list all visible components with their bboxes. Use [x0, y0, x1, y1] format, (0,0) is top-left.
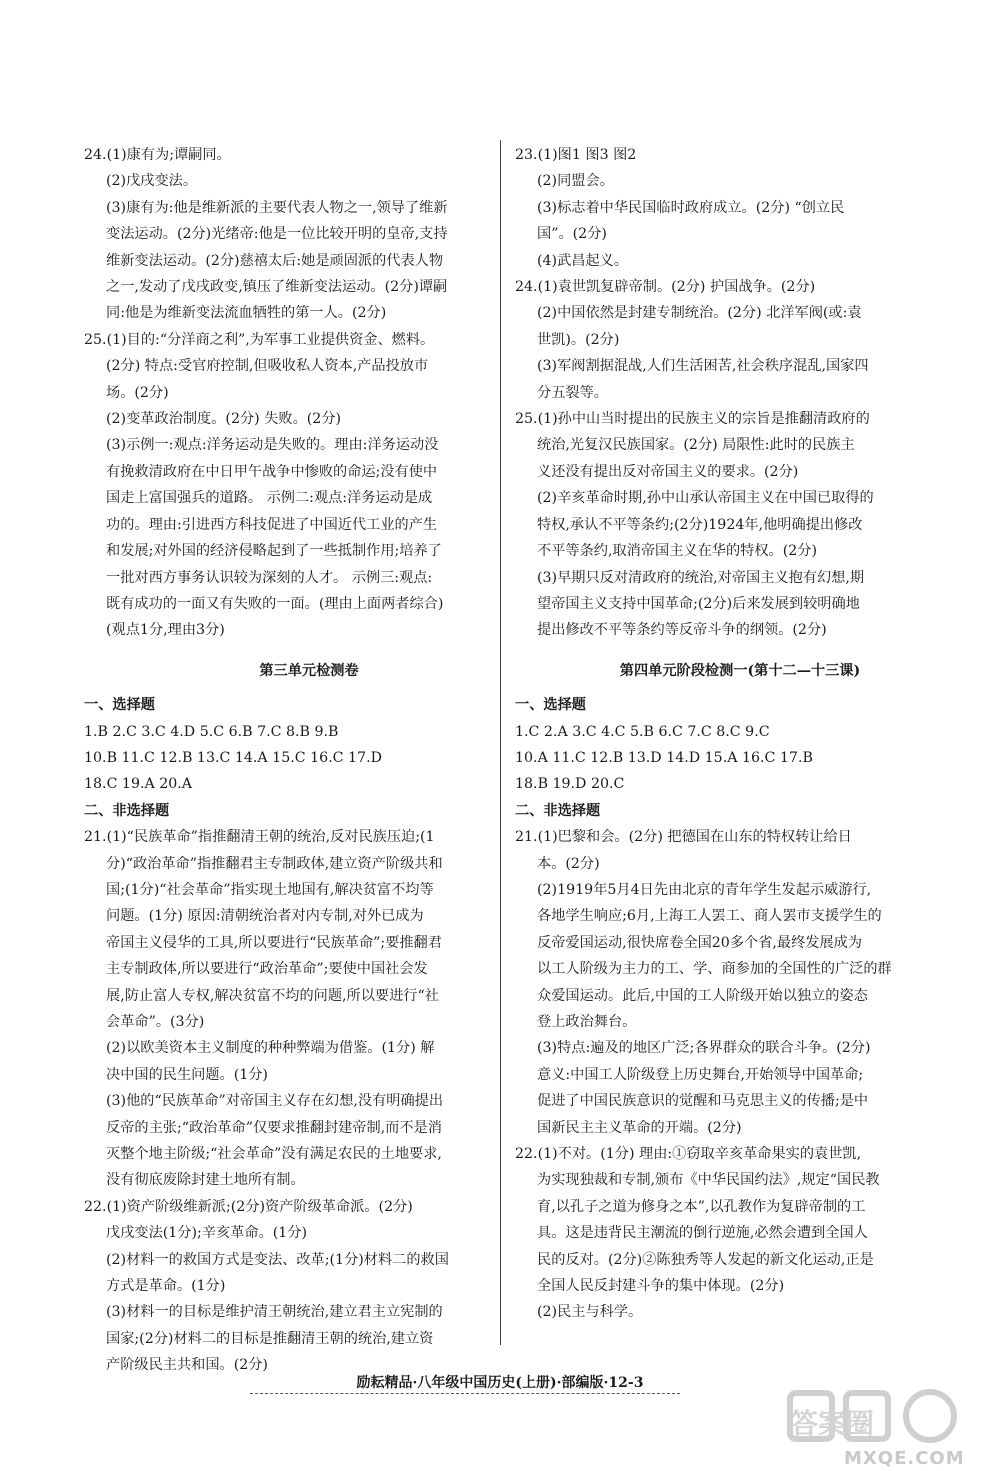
question-line: 25.(1)目的:“分洋商之利”,为军事工业提供资金、燃料。 — [84, 331, 435, 348]
answer-line: (2)中国依然是封建专制统治。(2分) 北洋军阀(或:袁 — [537, 305, 862, 322]
answer-line: 灭整个地主阶级;“社会革命”没有满足农民的土地要求, — [106, 1146, 442, 1163]
answer-line: (3)军阀割据混战,人们生活困苦,社会秩序混乱,国家四 — [537, 358, 869, 375]
answer-line: (2)变革政治制度。(2分) 失败。(2分) — [106, 411, 342, 428]
answer-line: 戊戌变法(1分);辛亥革命。(1分) — [106, 1225, 308, 1242]
question-line: 25.(1)孙中山当时提出的民族主义的宗旨是推翻清政府的 — [515, 411, 870, 428]
subsection-heading: 二、非选择题 — [84, 802, 170, 819]
answer-line: 方式是革命。(1分) — [106, 1278, 226, 1295]
answer-line: (2)以欧美资本主义制度的种种弊端为借鉴。(1分) 解 — [106, 1040, 435, 1057]
page-footer: 励耘精品·八年级中国历史(上册)·部编版·12-3 — [356, 1375, 644, 1391]
answer-line: (2分) 特点:受官府控制,但吸收私人资本,产品投放市 — [106, 358, 429, 375]
answer-line: 变法运动。(2分)光绪帝:他是一位比较开明的皇帝,支持 — [106, 226, 448, 243]
answer-line: 维新变法运动。(2分)慈禧太后:她是顽固派的代表人物 — [106, 252, 444, 269]
answer-line: 登上政治舞台。 — [537, 1014, 637, 1030]
answer-line: 促进了中国民族意识的觉醒和马克思主义的传播;是中 — [537, 1093, 869, 1110]
answer-line: 决中国的民生问题。(1分) — [106, 1066, 268, 1083]
answer-line: (3)特点:遍及的地区广泛;各界群众的联合斗争。(2分) — [537, 1040, 871, 1057]
answer-line: (2)民主与科学。 — [537, 1304, 643, 1321]
question-line: 24.(1)康有为;谭嗣同。 — [84, 147, 231, 163]
answer-line: (2)1919年5月4日先由北京的青年学生发起示威游行, — [537, 881, 872, 898]
question-line: 18.B 19.D 20.C — [515, 776, 625, 793]
subsection-heading: 一、选择题 — [84, 697, 155, 714]
answer-line: (3)标志着中华民国临时政府成立。(2分) “创立民 — [537, 199, 845, 216]
answer-line: (2)材料一的救国方式是变法、改革;(1分)材料二的救国 — [106, 1251, 449, 1268]
answer-line: 国新民主主义革命的开端。(2分) — [537, 1119, 742, 1136]
answer-line: 特权,承认不平等条约;(2分)1924年,他明确提出修改 — [537, 516, 863, 533]
answer-line: 育,以孔子之道为修身之本”,以孔教作为复辟帝制的工 — [537, 1198, 866, 1215]
answer-line: (2)辛亥革命时期,孙中山承认帝国主义在中国已取得的 — [537, 490, 874, 507]
answer-line: 问题。(1分) 原因:清朝统治者对内专制,对外已成为 — [106, 908, 424, 925]
answer-line: 没有彻底废除封建土地所有制。 — [106, 1172, 305, 1189]
answer-line: (4)武昌起义。 — [537, 252, 629, 269]
question-line: 18.C 19.A 20.A — [84, 776, 193, 793]
answer-line: (2)同盟会。 — [537, 173, 614, 190]
answer-line: 统治,光复汉民族国家。(2分) 局限性:此时的民族主 — [537, 437, 855, 454]
answer-line: 分五裂等。 — [537, 384, 608, 401]
answer-line: 会革命”。(3分) — [106, 1014, 205, 1030]
answer-line: 场。(2分) — [106, 384, 169, 401]
answer-line: 具。这是违背民主潮流的倒行逆施,必然会遭到全国人 — [537, 1225, 868, 1242]
left-column — [84, 142, 554, 1379]
answer-line: 产阶级民主共和国。(2分) — [106, 1357, 268, 1374]
answer-line: (3)材料一的目标是维护清王朝统治,建立君主立宪制的 — [106, 1304, 443, 1321]
answer-line: (3)他的“民族革命”对帝国主义存在幻想,没有明确提出 — [106, 1093, 444, 1110]
answer-line: (3)康有为:他是维新派的主要代表人物之一,领导了维新 — [106, 199, 448, 216]
answer-line: 众爱国运动。此后,中国的工人阶级开始以独立的姿态 — [537, 987, 868, 1004]
answer-line: 既有成功的一面又有失败的一面。(理由上面两者综合) — [106, 595, 444, 612]
footer-rule — [250, 1393, 680, 1394]
question-line: 21.(1)巴黎和会。(2分) 把德国在山东的特权转让给日 — [515, 829, 852, 846]
answer-line: 国;(1分)“社会革命”指实现土地国有,解决贫富不均等 — [106, 881, 434, 898]
section-heading: 第三单元检测卷 — [259, 662, 359, 679]
answer-line: 帝国主义侵华的工具,所以要进行“民族革命”;要推翻君 — [106, 934, 442, 951]
answer-line: (3)早期只反对清政府的统治,对帝国主义抱有幻想,期 — [537, 569, 865, 586]
question-line: 1.C 2.A 3.C 4.C 5.B 6.C 7.C 8.C 9.C — [515, 723, 770, 740]
answer-line: 国家;(2分)材料二的目标是推翻清王朝的统治,建立资 — [106, 1330, 434, 1347]
answer-line: 本。(2分) — [537, 855, 600, 872]
answer-line: 国”。(2分) — [537, 226, 607, 243]
answer-line: 展,防止富人专权,解决贫富不均的问题,所以要进行“社 — [106, 987, 439, 1004]
answer-line: 之一,发动了戊戌政变,镇压了维新变法运动。(2分)谭嗣 — [106, 279, 448, 296]
subsection-heading: 二、非选择题 — [515, 802, 601, 819]
question-line: 1.B 2.C 3.C 4.D 5.C 6.B 7.C 8.B 9.B — [84, 723, 339, 740]
answer-line: 主专制政体,所以要进行“政治革命”;要使中国社会发 — [106, 961, 428, 978]
answer-line: 意义:中国工人阶级登上历史舞台,开始领导中国革命; — [537, 1066, 864, 1083]
answer-line: 反帝的主张;“政治革命”仅要求推翻封建帝制,而不是消 — [106, 1119, 442, 1136]
answer-line: 各地学生响应;6月,上海工人罢工、商人罢市支援学生的 — [537, 908, 882, 925]
answer-line: 以工人阶级为主力的工、学、商参加的全国性的广泛的群 — [537, 961, 892, 978]
question-line: 22.(1)资产阶级维新派;(2分)资产阶级革命派。(2分) — [84, 1198, 413, 1215]
answer-line: 同:他是为维新变法流血牺牲的第一人。(2分) — [106, 305, 387, 322]
question-line: 21.(1)“民族革命”指推翻清王朝的统治,反对民族压迫;(1 — [84, 829, 435, 846]
answer-line: (2)戊戌变法。 — [106, 173, 198, 190]
answer-line: (观点1分,理由3分) — [106, 622, 225, 639]
answer-line: 功的。理由:引进西方科技促进了中国近代工业的产生 — [106, 516, 438, 533]
answer-line: 民的反对。(2分)②陈独秀等人发起的新文化运动,正是 — [537, 1251, 874, 1268]
answer-line: 望帝国主义支持中国革命;(2分)后来发展到较明确地 — [537, 595, 860, 612]
question-line: 24.(1)袁世凯复辟帝制。(2分) 护国战争。(2分) — [515, 279, 816, 296]
answer-line: 一批对西方事务认识较为深刻的人才。 示例三:观点: — [106, 569, 433, 586]
question-line: 10.A 11.C 12.B 13.D 14.D 15.A 16.C 17.B — [515, 749, 813, 766]
answer-line: 和发展;对外国的经济侵略起到了一些抵制作用;培养了 — [106, 543, 442, 560]
answer-line: 全国人民反封建斗争的集中体现。(2分) — [537, 1278, 785, 1295]
answer-line: 分)“政治革命”指推翻君主专制政体,建立资产阶级共和 — [106, 855, 443, 872]
watermark-glyph-3 — [906, 1392, 954, 1440]
watermark-logo-text: 答案圈 — [790, 1407, 875, 1440]
answer-line: 义还没有提出反对帝国主义的要求。(2分) — [537, 463, 799, 480]
answer-line: 反帝爱国运动,很快席卷全国20多个省,最终发展成为 — [537, 934, 863, 951]
subsection-heading: 一、选择题 — [515, 697, 586, 714]
answer-line: 提出修改不平等条约等反帝斗争的纲领。(2分) — [537, 622, 827, 639]
section-heading: 第四单元阶段检测一(第十二—十三课) — [619, 662, 861, 679]
right-column — [515, 142, 985, 1326]
answer-line: 世凯)。(2分) — [537, 331, 620, 348]
question-line: 22.(1)不对。(1分) 理由:①窃取辛亥革命果实的袁世凯, — [515, 1146, 862, 1163]
answer-line: 不平等条约,取消帝国主义在华的特权。(2分) — [537, 543, 817, 560]
answer-line: 有挽救清政府在中日甲午战争中惨败的命运;没有使中 — [106, 463, 438, 480]
question-line: 23.(1)图1 图3 图2 — [515, 147, 637, 163]
question-line: 10.B 11.C 12.B 13.C 14.A 15.C 16.C 17.D — [84, 749, 382, 766]
answer-line: (3)示例一:观点:洋务运动是失败的。理由:洋务运动没 — [106, 437, 439, 454]
watermark-url: MXQE.COM — [844, 1448, 965, 1469]
answer-line: 为实现独裁和专制,颁布《中华民国约法》,规定“国民教 — [537, 1172, 880, 1189]
answer-line: 国走上富国强兵的道路。 示例二:观点:洋务运动是成 — [106, 490, 433, 507]
